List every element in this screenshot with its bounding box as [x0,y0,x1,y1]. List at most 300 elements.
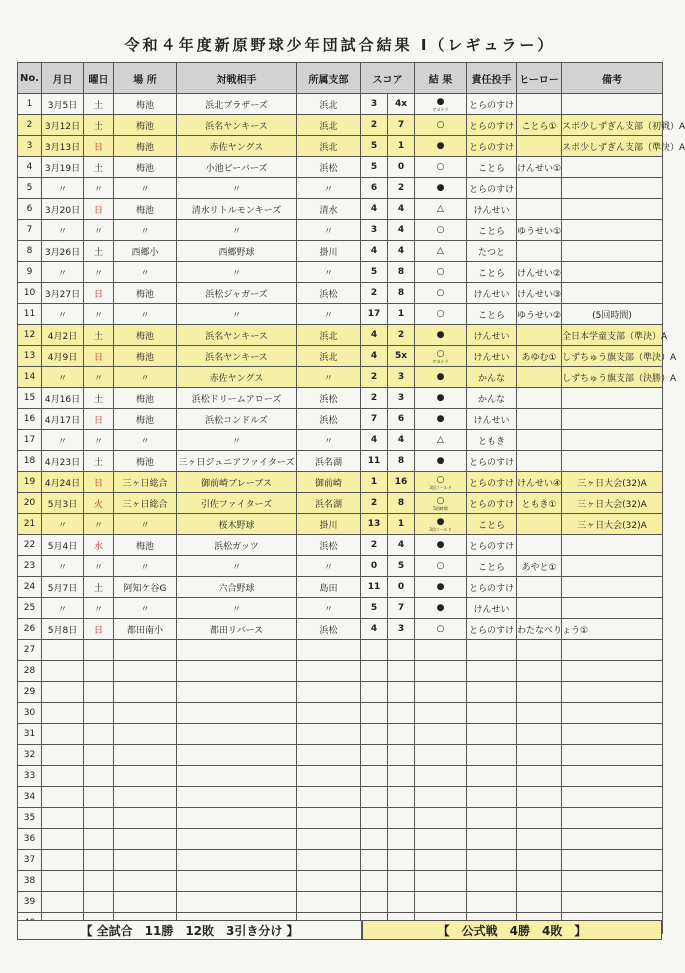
empty-cell [415,850,467,871]
row-score-home: 6 [361,178,388,199]
row-number: 35 [18,808,42,829]
empty-cell [467,766,517,787]
row-opponent: 桜木野球 [177,514,297,535]
table-row [18,157,663,178]
row-score-home: 4 [361,430,388,451]
row-day: 日 [84,346,114,367]
row-pitcher: けんせい [467,346,517,367]
row-branch: 御前崎 [297,472,361,493]
row-score-home: 4 [361,199,388,220]
row-hero [517,598,562,619]
empty-cell [297,661,361,682]
row-branch: 浜松 [297,409,361,430]
row-score-away: 4x [388,94,415,115]
row-hero [517,388,562,409]
row-note [562,283,663,304]
empty-cell [415,703,467,724]
empty-cell [114,829,177,850]
row-day: 〃 [84,556,114,577]
row-number: 20 [18,493,42,514]
row-score-away: 4 [388,430,415,451]
empty-cell [517,745,562,766]
table-row [18,409,663,430]
row-hero [517,430,562,451]
empty-cell [361,745,388,766]
row-number: 16 [18,409,42,430]
empty-cell [84,871,114,892]
empty-cell [114,682,177,703]
result-mark: ● [436,330,445,340]
row-pitcher: たつと [467,241,517,262]
empty-cell [562,640,663,661]
empty-cell [84,661,114,682]
table-row [18,136,663,157]
result-note: 5回時間 [433,505,448,511]
result-mark: ○ [436,288,445,298]
row-day: 日 [84,136,114,157]
row-pitcher: ことら [467,304,517,325]
row-day: 〃 [84,178,114,199]
empty-cell [42,871,84,892]
table-row-empty [18,766,663,787]
empty-cell [114,892,177,913]
row-place: 〃 [114,262,177,283]
empty-cell [562,787,663,808]
row-date: 3月26日 [42,241,84,262]
row-number: 30 [18,703,42,724]
row-place: 梅池 [114,346,177,367]
empty-cell [114,787,177,808]
row-day: 〃 [84,262,114,283]
row-opponent: 御前崎ブレーブス [177,472,297,493]
row-day: 土 [84,577,114,598]
row-number: 7 [18,220,42,241]
row-hero: あやと① [517,556,562,577]
result-mark: ○ [436,624,445,634]
empty-cell [177,703,297,724]
row-pitcher: とらのすけ [467,619,517,640]
table-row [18,619,663,640]
row-number: 27 [18,640,42,661]
empty-cell [297,892,361,913]
row-note [562,178,663,199]
row-number: 8 [18,241,42,262]
row-day: 日 [84,283,114,304]
row-day: 〃 [84,514,114,535]
row-score-away: 5x [388,346,415,367]
empty-cell [562,808,663,829]
row-branch: 掛川 [297,241,361,262]
result-mark: ○ [436,309,445,319]
row-opponent: 浜松コンドルズ [177,409,297,430]
row-score-home: 5 [361,157,388,178]
empty-cell [361,808,388,829]
empty-cell [361,871,388,892]
row-opponent: 〃 [177,220,297,241]
row-score-away: 8 [388,262,415,283]
result-mark: ○ [436,474,445,485]
row-result [415,493,467,514]
row-hero: けんせい③ [517,283,562,304]
empty-cell [388,682,415,703]
row-day: 〃 [84,430,114,451]
empty-cell [361,766,388,787]
row-place: 梅池 [114,388,177,409]
result-mark: ● [436,372,445,382]
empty-cell [114,703,177,724]
row-score-home: 11 [361,577,388,598]
row-date: 〃 [42,304,84,325]
table-row [18,220,663,241]
row-note: 三ヶ日大会(32)A [562,472,663,493]
row-pitcher: とらのすけ [467,451,517,472]
table-row [18,388,663,409]
row-place: 〃 [114,220,177,241]
row-number: 36 [18,829,42,850]
empty-cell [361,640,388,661]
row-score-home: 2 [361,493,388,514]
row-pitcher: とらのすけ [467,94,517,115]
empty-cell [388,850,415,871]
row-branch: 〃 [297,367,361,388]
empty-cell [415,892,467,913]
row-branch: 浜北 [297,115,361,136]
row-pitcher: けんせい [467,199,517,220]
row-score-away: 4 [388,220,415,241]
empty-cell [517,766,562,787]
empty-cell [562,682,663,703]
result-mark: ○ [436,267,445,277]
empty-cell [415,640,467,661]
row-hero [517,535,562,556]
row-hero [517,409,562,430]
empty-cell [388,724,415,745]
header-opponent: 対戦相手 [177,63,297,94]
empty-cell [114,745,177,766]
row-score-away: 4 [388,535,415,556]
table-row-empty [18,850,663,871]
row-hero [517,241,562,262]
row-pitcher: とらのすけ [467,472,517,493]
row-score-away: 8 [388,493,415,514]
result-mark: ● [436,96,445,107]
row-note: 全日本学童支部（準決）A [562,325,663,346]
row-number: 1 [18,94,42,115]
empty-cell [114,640,177,661]
row-pitcher: けんせい [467,409,517,430]
row-result [415,220,467,241]
empty-cell [177,808,297,829]
row-score-away: 4 [388,199,415,220]
empty-cell [361,892,388,913]
row-number: 23 [18,556,42,577]
row-score-away: 0 [388,157,415,178]
result-mark: ○ [436,120,445,130]
result-mark: ● [436,141,445,151]
empty-cell [467,829,517,850]
table-row-empty [18,661,663,682]
row-score-home: 4 [361,346,388,367]
row-date: 4月9日 [42,346,84,367]
row-score-home: 2 [361,388,388,409]
empty-cell [415,745,467,766]
row-note [562,220,663,241]
row-result [415,430,467,451]
row-day: 日 [84,199,114,220]
row-score-home: 5 [361,262,388,283]
row-day: 土 [84,325,114,346]
empty-cell [177,640,297,661]
table-row [18,556,663,577]
table-row [18,262,663,283]
summary-official-games: 【 公式戦 4勝 4敗 】 [362,920,662,940]
empty-cell [114,808,177,829]
row-score-away: 0 [388,577,415,598]
row-pitcher: かんな [467,388,517,409]
row-hero: わたなべりょう① [517,619,562,640]
row-hero: ゆうせい② [517,304,562,325]
table-row [18,430,663,451]
row-opponent: 小池ビーバーズ [177,157,297,178]
row-hero [517,451,562,472]
empty-cell [177,829,297,850]
row-note [562,451,663,472]
row-place: 梅池 [114,115,177,136]
table-row [18,535,663,556]
row-place: 〃 [114,304,177,325]
header-no: No. [18,63,42,94]
header-place: 場 所 [114,63,177,94]
empty-cell [177,682,297,703]
row-date: 〃 [42,367,84,388]
row-note [562,409,663,430]
row-branch: 浜松 [297,388,361,409]
empty-cell [361,829,388,850]
row-branch: 浜松 [297,619,361,640]
row-date: 3月13日 [42,136,84,157]
result-mark: ● [436,393,445,403]
empty-cell [42,661,84,682]
row-pitcher: けんせい [467,325,517,346]
result-mark: ○ [436,348,445,359]
table-row [18,241,663,262]
empty-cell [177,724,297,745]
row-hero: けんせい② [517,262,562,283]
table-row [18,346,663,367]
row-branch: 〃 [297,598,361,619]
empty-cell [84,808,114,829]
table-row [18,304,663,325]
empty-cell [177,892,297,913]
row-result [415,94,467,115]
table-row-empty [18,724,663,745]
row-result [415,535,467,556]
header-branch: 所属支部 [297,63,361,94]
header-day: 曜日 [84,63,114,94]
row-score-away: 4 [388,241,415,262]
row-hero [517,577,562,598]
row-score-away: 8 [388,283,415,304]
table-row [18,325,663,346]
row-result [415,556,467,577]
row-hero [517,367,562,388]
empty-cell [297,745,361,766]
header-hero: ヒーロー [517,63,562,94]
empty-cell [467,892,517,913]
row-hero [517,94,562,115]
row-note [562,430,663,451]
row-pitcher: かんな [467,367,517,388]
empty-cell [562,724,663,745]
row-number: 12 [18,325,42,346]
row-pitcher: ことら [467,220,517,241]
empty-cell [517,661,562,682]
row-result [415,346,467,367]
row-result [415,388,467,409]
empty-cell [467,745,517,766]
row-place: 三ヶ日総合 [114,472,177,493]
row-number: 4 [18,157,42,178]
empty-cell [517,829,562,850]
row-number: 31 [18,724,42,745]
row-branch: 浜名湖 [297,451,361,472]
result-mark: ● [436,582,445,592]
row-date: 4月2日 [42,325,84,346]
table-row-empty [18,871,663,892]
header-pitcher: 責任投手 [467,63,517,94]
row-note [562,598,663,619]
row-day: 土 [84,451,114,472]
empty-cell [84,787,114,808]
row-opponent: 〃 [177,556,297,577]
row-hero [517,325,562,346]
table-row-empty [18,745,663,766]
row-score-away: 3 [388,388,415,409]
empty-cell [388,871,415,892]
empty-cell [562,892,663,913]
empty-cell [388,661,415,682]
row-place: 梅池 [114,283,177,304]
empty-cell [517,871,562,892]
row-pitcher: ことら [467,514,517,535]
row-number: 18 [18,451,42,472]
row-score-home: 2 [361,367,388,388]
table-row [18,199,663,220]
row-day: 〃 [84,598,114,619]
empty-cell [467,871,517,892]
empty-cell [467,703,517,724]
row-score-away: 2 [388,178,415,199]
row-day: 火 [84,493,114,514]
empty-cell [84,682,114,703]
empty-cell [415,829,467,850]
row-number: 33 [18,766,42,787]
row-number: 17 [18,430,42,451]
empty-cell [42,745,84,766]
row-place: 梅池 [114,199,177,220]
row-result [415,577,467,598]
row-hero: ことら① [517,115,562,136]
row-number: 2 [18,115,42,136]
row-number: 13 [18,346,42,367]
row-score-home: 2 [361,283,388,304]
row-number: 32 [18,745,42,766]
row-branch: 〃 [297,220,361,241]
row-day: 土 [84,388,114,409]
row-opponent: 浜松ジャガーズ [177,283,297,304]
result-mark: ● [436,603,445,613]
row-opponent: 〃 [177,178,297,199]
empty-cell [562,661,663,682]
row-number: 38 [18,871,42,892]
row-result [415,451,467,472]
row-pitcher: とらのすけ [467,493,517,514]
row-score-home: 4 [361,619,388,640]
empty-cell [42,682,84,703]
row-result [415,619,467,640]
empty-cell [517,892,562,913]
empty-cell [562,871,663,892]
empty-cell [297,871,361,892]
row-score-home: 4 [361,325,388,346]
empty-cell [177,661,297,682]
empty-cell [415,787,467,808]
row-number: 9 [18,262,42,283]
empty-cell [42,787,84,808]
result-mark: ○ [436,225,445,235]
row-branch: 〃 [297,178,361,199]
table-row [18,115,663,136]
row-date: 〃 [42,556,84,577]
empty-cell [177,787,297,808]
row-opponent: 三ヶ日ジュニアファイターズ [177,451,297,472]
results-table [17,62,685,934]
row-day: 土 [84,241,114,262]
row-result [415,178,467,199]
row-place: 〃 [114,367,177,388]
empty-cell [361,850,388,871]
row-pitcher: けんせい [467,283,517,304]
empty-cell [562,766,663,787]
row-place: 阿知ケ谷G [114,577,177,598]
empty-cell [297,703,361,724]
empty-cell [361,787,388,808]
row-pitcher: ことら [467,262,517,283]
row-pitcher: ともき [467,430,517,451]
row-score-away: 1 [388,514,415,535]
row-score-home: 7 [361,409,388,430]
row-number: 19 [18,472,42,493]
row-place: 〃 [114,178,177,199]
row-place: 西郷小 [114,241,177,262]
table-row [18,577,663,598]
row-day: 日 [84,619,114,640]
row-number: 5 [18,178,42,199]
row-score-away: 7 [388,115,415,136]
row-score-away: 6 [388,409,415,430]
empty-cell [84,724,114,745]
row-note: 三ヶ日大会(32)A [562,493,663,514]
row-result [415,367,467,388]
row-day: 〃 [84,367,114,388]
empty-cell [517,640,562,661]
row-number: 21 [18,514,42,535]
row-date: 5月8日 [42,619,84,640]
table-row [18,178,663,199]
empty-cell [517,787,562,808]
row-score-home: 3 [361,94,388,115]
row-number: 24 [18,577,42,598]
